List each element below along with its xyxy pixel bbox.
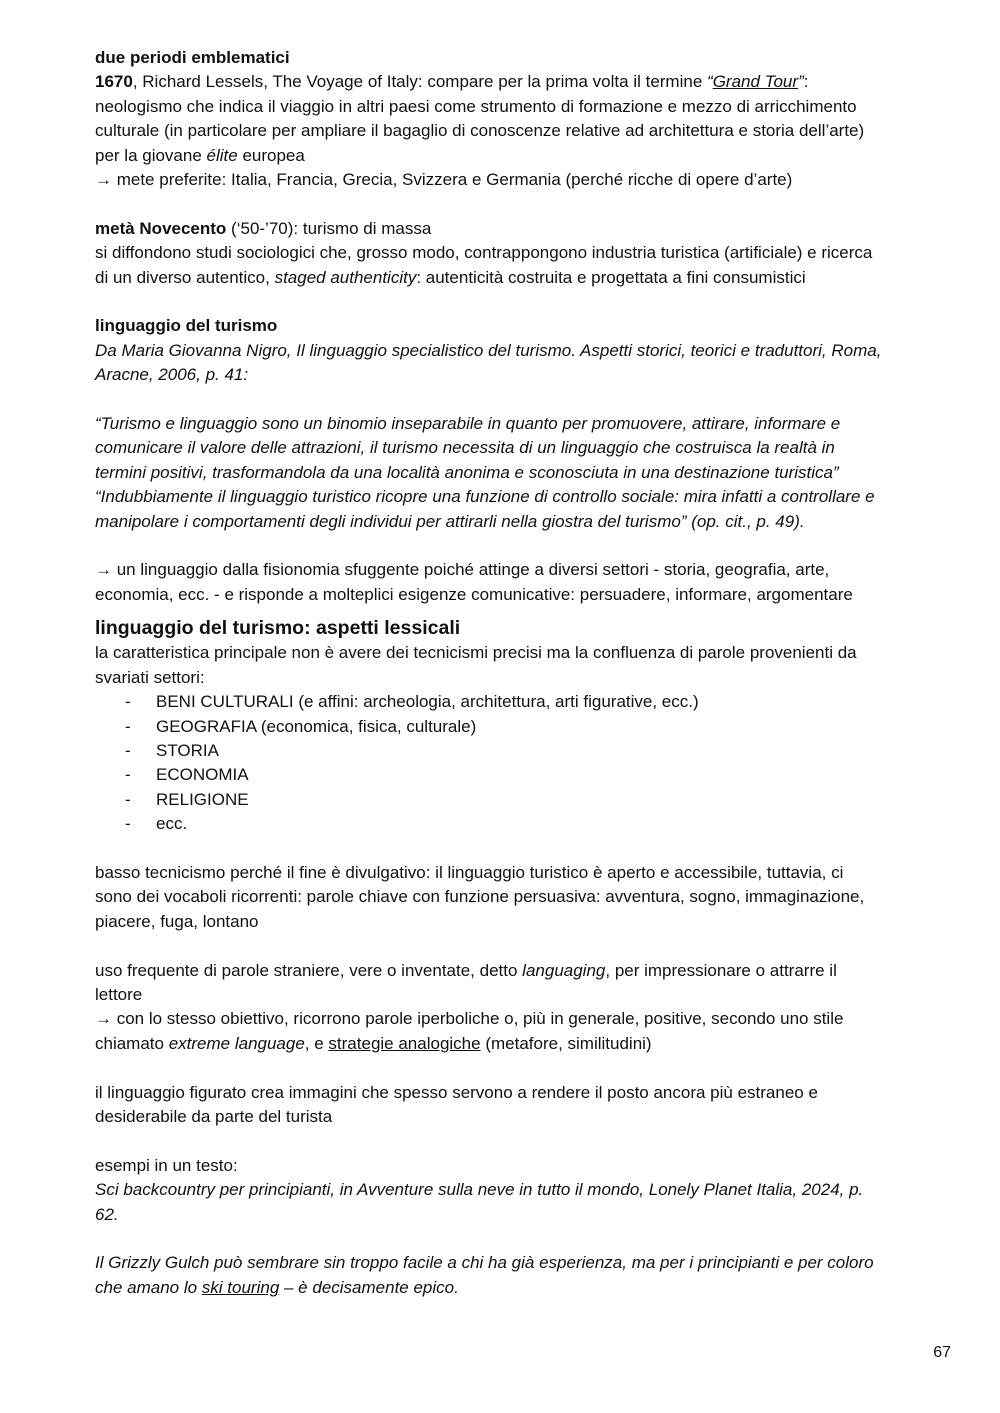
- list-item: [95, 788, 965, 812]
- paragraph-novecento-line-3: [95, 266, 965, 290]
- dash-bullet: -: [125, 716, 131, 736]
- quote-line-1: “Turismo e linguaggio sono un binomio inseparabile in quanto per promuovere, attirare, informare e: [95, 414, 841, 434]
- list-item-text: GEOGRAFIA (economica, fisica, culturale): [156, 716, 477, 736]
- heading-periodi: due periodi emblematici: [95, 48, 290, 67]
- esempi-citation-line-1: Sci backcountry per principianti, in Avventure sulla neve in tutto il mondo, Lonely Planet Italia, 2024, p.: [95, 1180, 864, 1200]
- spacer: [95, 1129, 965, 1153]
- straniere-line-3: → con lo stesso obiettivo, ricorrono parole iperboliche o, più in generale, positive, secondo uno stile: [95, 1009, 844, 1029]
- year-1670: 1670: [95, 72, 133, 92]
- text-span: , Richard Lessels, The Voyage of Italy: compare per la prima volta il termine: [132, 72, 708, 92]
- grizzly-line-2: [95, 1276, 965, 1300]
- grizzly-line-1: Il Grizzly Gulch può sembrare sin troppo facile a chi ha già esperienza, ma per i principianti e per coloro: [95, 1253, 874, 1273]
- quote-line-4: “Indubbiamente il linguaggio turistico ricopre una funzione di controllo sociale: mira infatti a controllare e: [95, 487, 875, 507]
- paragraph-1670-line-2: neologismo che indica il viaggio in altri paesi come strumento di formazione e mezzo di arricchimento: [95, 96, 857, 116]
- list-item-text: ECONOMIA: [156, 765, 249, 785]
- paragraph-1670-line-1: [95, 70, 965, 94]
- heading-aspetti-lessicali: linguaggio del turismo: aspetti lessicali: [95, 617, 461, 640]
- spacer: [95, 1056, 965, 1080]
- settori-list: [95, 690, 965, 836]
- paragraph-1670-line-4: [95, 144, 965, 168]
- spacer: [95, 290, 965, 314]
- page-content: [95, 46, 965, 1300]
- page-number: 67: [933, 1344, 951, 1361]
- spacer: [95, 192, 965, 216]
- esempi-citation-line-2: 62.: [95, 1204, 119, 1224]
- paragraph-1670-line-3: culturale (in particolare per ampliare il bagaglio di conoscenze relative ad architettura e storia dell’arte): [95, 121, 865, 141]
- text-span: :: [803, 72, 809, 92]
- spacer: [95, 388, 965, 412]
- lessicali-line-2: svariati settori:: [95, 667, 205, 687]
- quote-line-2: comunicare il valore delle attrazioni, il turismo necessita di un linguaggio che costruisca la realtà in: [95, 438, 835, 458]
- dash-bullet: -: [125, 765, 131, 785]
- tecnicismo-line-2: sono dei vocaboli ricorrenti: parole chiave con funzione persuasiva: avventura, sogno, immaginazione,: [95, 887, 865, 907]
- dash-bullet: -: [125, 814, 131, 834]
- elite-term: élite: [206, 145, 238, 165]
- straniere-line-4: [95, 1032, 965, 1056]
- paragraph-mete: → mete preferite: Italia, Francia, Grecia, Svizzera e Germania (perché ricche di opere d’arte): [95, 170, 793, 190]
- list-item-text: STORIA: [156, 740, 219, 760]
- extreme-language-term: extreme language: [168, 1033, 305, 1053]
- quote-line-3: termini positivi, trasformandola da una località anonima e sconosciuta in una destinazione turistica”: [95, 462, 839, 482]
- text-span: uso frequente di parole straniere, vere o inventate, detto: [95, 960, 523, 980]
- grand-tour-link: Grand Tour: [712, 72, 799, 92]
- text-span: – è decisamente epico.: [279, 1277, 459, 1297]
- ski-touring-term: ski touring: [201, 1277, 280, 1297]
- list-item: [95, 763, 965, 787]
- citation-line-1: Da Maria Giovanna Nigro, Il linguaggio specialistico del turismo. Aspetti storici, teorici e traduttori, Roma,: [95, 340, 882, 360]
- tecnicismo-line-3: piacere, fuga, lontano: [95, 911, 259, 931]
- novecento-label: metà Novecento: [95, 218, 227, 238]
- heading-linguaggio: linguaggio del turismo: [95, 316, 278, 336]
- list-item: [95, 739, 965, 763]
- quote-open: “: [707, 72, 713, 92]
- strategie-analogiche-link: strategie analogiche: [328, 1033, 481, 1053]
- spacer: [95, 934, 965, 958]
- list-item-text: RELIGIONE: [156, 789, 249, 809]
- tecnicismo-line-1: basso tecnicismo perché il fine è divulgativo: il linguaggio turistico è aperto e accessibile, tuttavia, ci: [95, 862, 844, 882]
- figurato-line-1: il linguaggio figurato crea immagini che spesso servono a rendere il posto ancora più estraneo e: [95, 1082, 818, 1102]
- text-span: che amano lo: [95, 1277, 202, 1297]
- straniere-line-1: [95, 959, 965, 983]
- list-item-text: BENI CULTURALI (e affini: archeologia, architettura, arti figurative, ecc.): [156, 692, 699, 712]
- quote-close: ”: [798, 72, 804, 92]
- citation-line-2: Aracne, 2006, p. 41:: [95, 365, 249, 385]
- text-span: , e: [304, 1033, 329, 1053]
- text-span: , per impressionare o attrarre il: [605, 960, 837, 980]
- text-span: europea: [237, 145, 305, 165]
- spacer: [95, 837, 965, 861]
- dash-bullet: -: [125, 789, 131, 809]
- languaging-term: languaging: [522, 960, 606, 980]
- text-span: (‘50-’70): turismo di massa: [226, 218, 432, 238]
- staged-authenticity-term: staged authenticity: [274, 267, 417, 287]
- paragraph-novecento-line-1: [95, 217, 965, 241]
- list-item-text: ecc.: [156, 814, 188, 834]
- list-item: [95, 690, 965, 714]
- spacer: [95, 1227, 965, 1251]
- quote-line-5: manipolare i comportamenti degli individui per attirarli nella giostra del turismo” (op. cit., p. 49).: [95, 511, 805, 531]
- text-span: per la giovane: [95, 145, 207, 165]
- spacer: [95, 534, 965, 558]
- text-span: (metafore, similitudini): [480, 1033, 652, 1053]
- arrow-line-1: → un linguaggio dalla fisionomia sfuggente poiché attinge a diversi settori - storia, geografia, arte,: [95, 560, 830, 580]
- text-span: chiamato: [95, 1033, 169, 1053]
- text-span: di un diverso autentico,: [95, 267, 275, 287]
- arrow-line-2: economia, ecc. - e risponde a molteplici esigenze comunicative: persuadere, informare, argomentare: [95, 584, 853, 604]
- list-item: [95, 715, 965, 739]
- dash-bullet: -: [125, 740, 131, 760]
- lessicali-line-1: la caratteristica principale non è avere dei tecnicismi precisi ma la confluenza di parole provenienti da: [95, 643, 857, 663]
- esempi-label: esempi in un testo:: [95, 1155, 238, 1175]
- text-span: : autenticità costruita e progettata a fini consumistici: [416, 267, 806, 287]
- list-item: [95, 812, 965, 836]
- paragraph-novecento-line-2: si diffondono studi sociologici che, grosso modo, contrappongono industria turistica (artificiale) e ricerca: [95, 243, 873, 263]
- dash-bullet: -: [125, 692, 131, 712]
- figurato-line-2: desiderabile da parte del turista: [95, 1106, 333, 1126]
- straniere-line-2: lettore: [95, 984, 143, 1004]
